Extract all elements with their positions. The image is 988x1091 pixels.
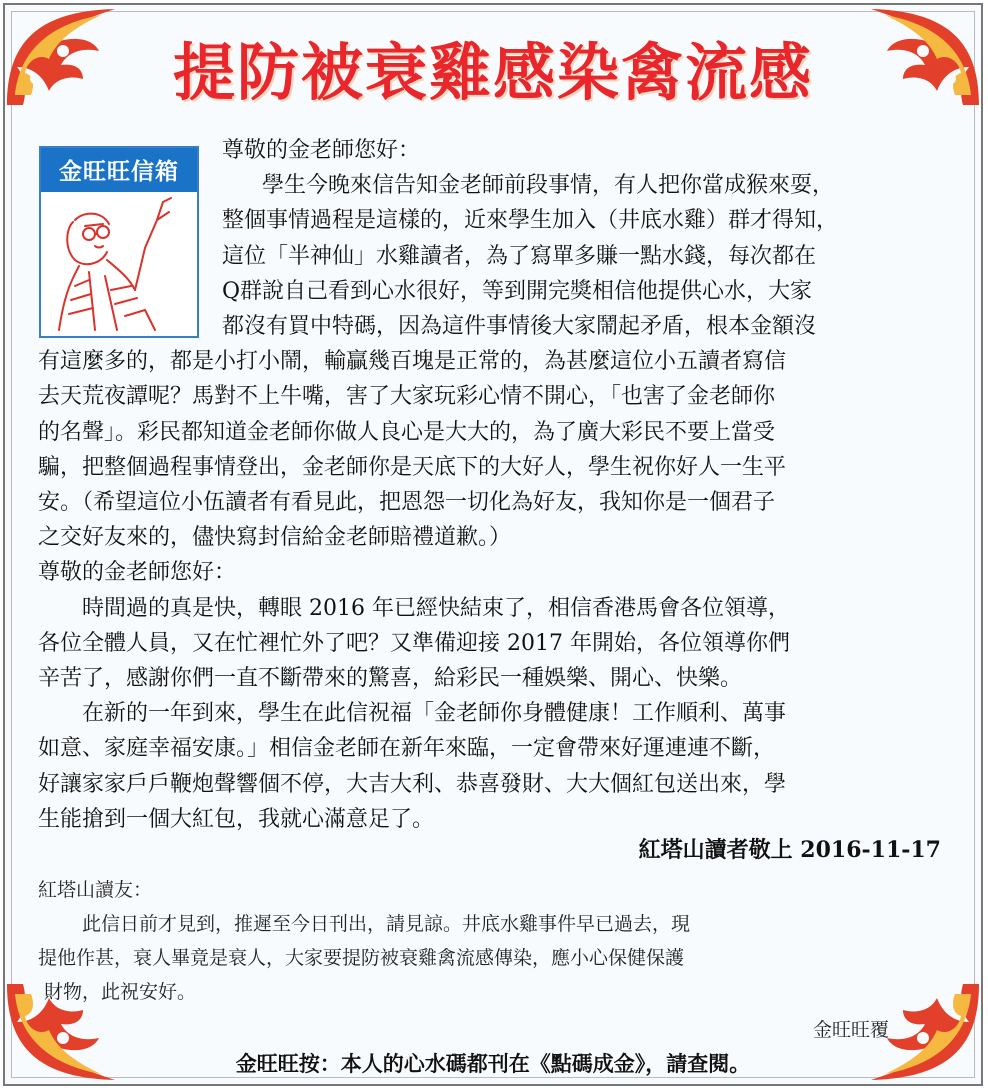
mailbox-label: 金旺旺信箱 xyxy=(41,148,197,192)
text-line: 時間過的真是快，轉眼 2016 年已經快結束了，相信香港馬會各位領導， xyxy=(82,595,790,621)
text-line: 提他作甚，衰人畢竟是衰人，大家要提防被衰雞禽流感傳染，應小心保健保護 xyxy=(38,947,685,969)
text-line: Q群說自己看到心水很好，等到開完獎相信他提供心水，大家 xyxy=(222,278,813,304)
text-line: 的名聲」。彩民都知道金老師你做人良心是大大的，為了廣大彩民不要上當受 xyxy=(38,419,776,445)
page-title: 提防被衰雞感染禽流感 xyxy=(172,36,813,109)
text-line: 學生今晚來信告知金老師前段事情，有人把你當成猴來耍， xyxy=(262,173,835,199)
text-line: 如意、家庭幸福安康。」相信金老師在新年來臨，一定會帶來好運連連不斷， xyxy=(38,736,776,762)
editor-reply xyxy=(38,873,950,1009)
newspaper-column xyxy=(3,3,983,1086)
reader-signature: 紅塔山讀者敬上 2016-11-17 xyxy=(638,837,941,863)
editor-signature: 金旺旺覆 xyxy=(812,1019,889,1041)
text-line: 各位全體人員，又在忙裡忙外了吧？又準備迎接 2017 年開始，各位領導你們 xyxy=(38,630,790,656)
reply-greeting: 紅塔山讀友： xyxy=(38,879,153,901)
text-line: 之交好友來的，儘快寫封信給金老師賠禮道歉。） xyxy=(38,525,512,551)
footer-note: 金旺旺按：本人的心水碼都刊在《點碼成金》，請查閱。 xyxy=(235,1052,751,1076)
letter1-greeting: 尊敬的金老師您好： xyxy=(222,138,421,163)
text-line: 整個事情過程是這樣的，近來學生加入（井底水雞）群才得知， xyxy=(222,208,839,234)
text-line: 都沒有買中特碼，因為這件事情後大家鬧起矛盾，根本金額沒 xyxy=(222,314,817,340)
text-line: 去天荒夜譚呢？馬對不上牛嘴，害了大家玩彩心情不開心，「也害了金老師你 xyxy=(38,384,776,410)
text-line: 騙，把整個過程事情登出，金老師你是天底下的大好人，學生祝你好人一生平 xyxy=(38,454,787,480)
text-line: 這位「半神仙」水雞讀者，為了寫單多賺一點水錢，每次都在 xyxy=(222,243,817,269)
text-line: 好讓家家戶戶鞭炮聲響個不停，大吉大利、恭喜發財、大大個紅包送出來，學 xyxy=(38,771,787,797)
text-line: 生能搶到一個大紅包，我就心滿意足了。 xyxy=(38,806,435,832)
text-line: 辛苦了，感謝你們一直不斷帶來的驚喜，給彩民一種娛樂、開心、快樂。 xyxy=(38,666,743,692)
text-line: 財物，此祝安好。 xyxy=(44,981,197,1003)
text-line: 此信日前才見到，推遲至今日刊出，請見諒。井底水雞事件早已過去，現 xyxy=(82,913,691,935)
text-line: 安。（希望這位小伍讀者有看見此，把恩怨一切化為好友，我知你是一個君子 xyxy=(38,490,776,516)
text-line: 有這麼多的，都是小打小鬧，輸贏幾百塊是正常的，為甚麼這位小五讀者寫信 xyxy=(38,349,787,375)
text-line: 在新的一年到來，學生在此信祝福「金老師你身體健康！工作順利、萬事 xyxy=(82,701,787,727)
letter2-greeting: 尊敬的金老師您好： xyxy=(38,560,237,586)
letter-body xyxy=(38,133,950,837)
